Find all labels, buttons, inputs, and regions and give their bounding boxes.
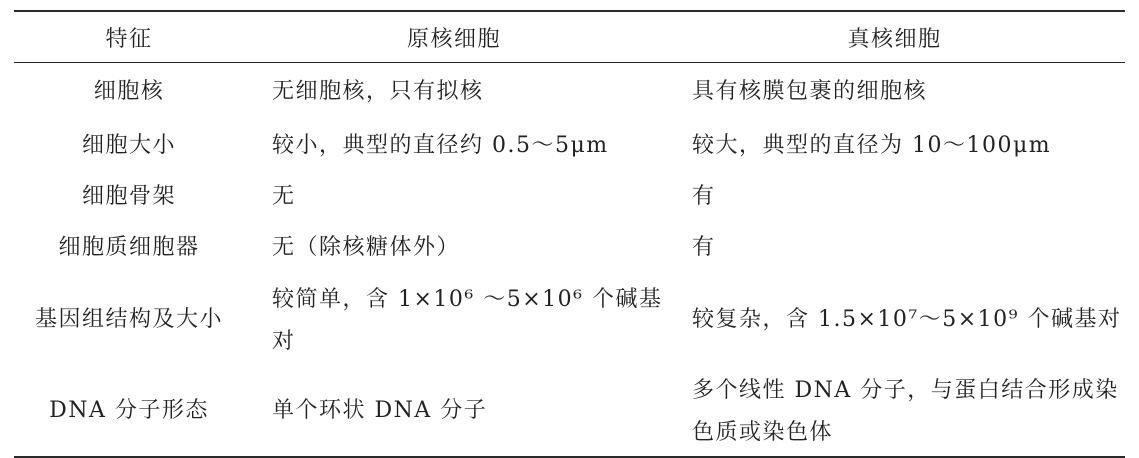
prokaryote-cell: 无细胞核，只有拟核 xyxy=(272,78,484,104)
feature-cell: 细胞大小 xyxy=(81,132,176,158)
comparison-table-container xyxy=(14,10,1125,458)
table-row xyxy=(14,63,1125,121)
prokaryote-cell: 无 xyxy=(272,183,296,209)
table-row xyxy=(14,366,1125,457)
feature-cell: 细胞骨架 xyxy=(81,183,176,209)
eukaryote-cell: 有 xyxy=(692,183,716,209)
header-prokaryote: 原核细胞 xyxy=(406,26,501,52)
table-row xyxy=(14,273,1125,366)
prokaryote-cell: 单个环状 DNA 分子 xyxy=(272,398,488,423)
eukaryote-cell: 较大，典型的直径为 10～100μm xyxy=(692,132,1052,158)
feature-cell: DNA 分子形态 xyxy=(49,398,209,423)
table-row xyxy=(14,120,1125,171)
prokaryote-cell: 无（除核糖体外） xyxy=(272,234,461,260)
table-header xyxy=(14,11,1125,63)
table-body xyxy=(14,63,1125,458)
eukaryote-cell: 有 xyxy=(692,234,716,260)
header-feature: 特征 xyxy=(105,26,153,52)
feature-cell: 基因组结构及大小 xyxy=(34,306,223,332)
table-row xyxy=(14,222,1125,273)
eukaryote-cell: 具有核膜包裹的细胞核 xyxy=(692,78,928,104)
prokaryote-cell: 较简单，含 1×10⁶ ～5×10⁶ 个碱基对 xyxy=(272,286,663,354)
feature-cell: 细胞质细胞器 xyxy=(58,234,200,260)
feature-cell: 细胞核 xyxy=(93,78,165,104)
header-row xyxy=(14,11,1125,63)
prokaryote-cell: 较小，典型的直径约 0.5～5μm xyxy=(272,132,609,158)
eukaryote-cell: 多个线性 DNA 分子，与蛋白结合形成染色质或染色体 xyxy=(692,378,1119,445)
table-row xyxy=(14,171,1125,222)
eukaryote-cell: 较复杂，含 1.5×10⁷～5×10⁹ 个碱基对 xyxy=(692,306,1122,332)
header-eukaryote: 真核细胞 xyxy=(847,26,942,52)
cell-comparison-table xyxy=(14,10,1125,458)
